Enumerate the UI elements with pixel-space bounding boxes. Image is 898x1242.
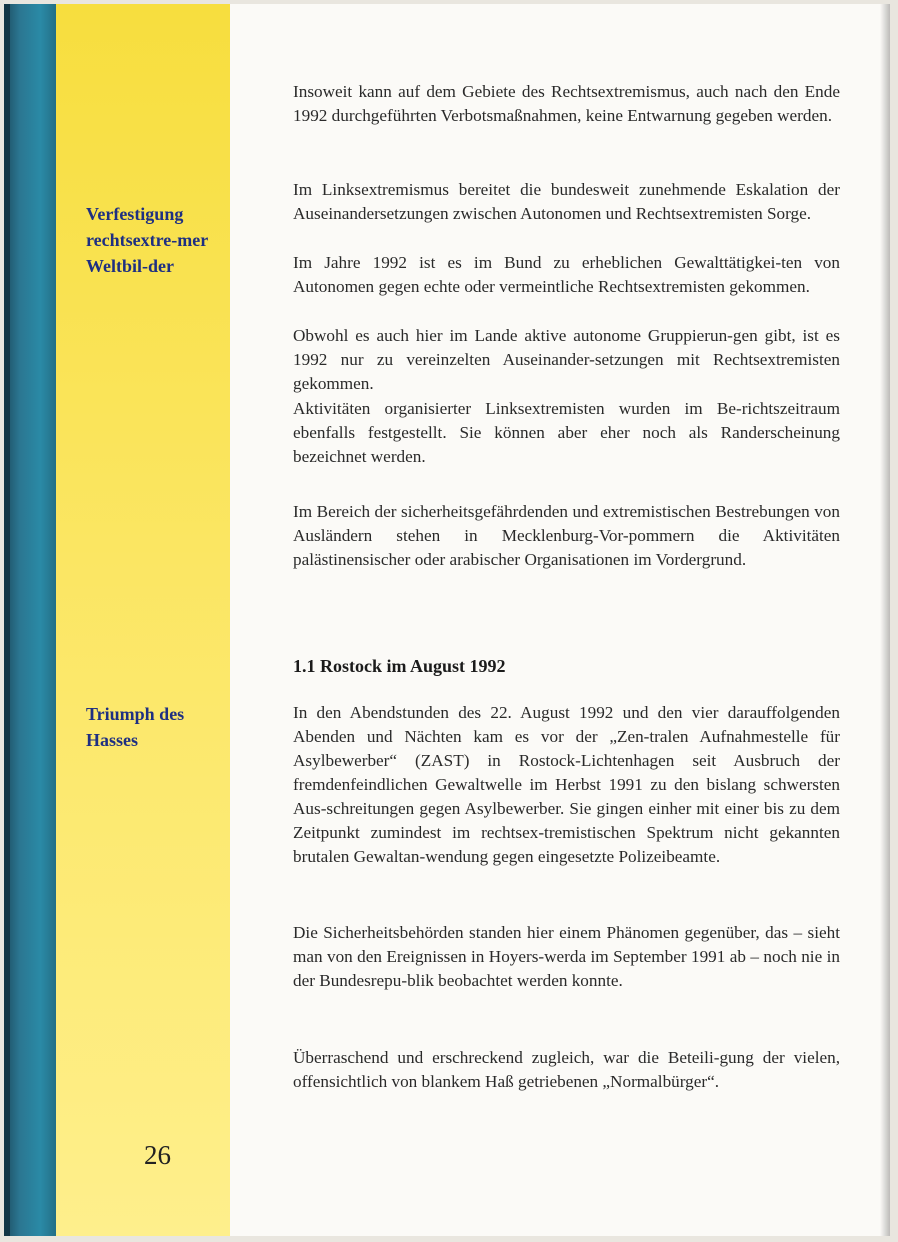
margin-note-verfestigung: Verfestigung rechtsextre-mer Weltbil-der (86, 204, 208, 276)
sidebar-margin (56, 4, 230, 1236)
paragraph-8: Die Sicherheitsbehörden standen hier einem Phänomen gegenüber, das – sieht man von den Ereignissen in Hoyers-werda im September 1991 ab – noch nie in der Bundesrepu-blik beobachtet werden konnte. (293, 923, 840, 990)
spine-edge (4, 4, 10, 1236)
paragraph-5: Aktivitäten organisierter Linksextremisten wurden im Be-richtszeitraum ebenfalls festgestellt. Sie können aber eher noch als Randerscheinung bezeichnet werden. (293, 399, 840, 466)
paragraph-1: Insoweit kann auf dem Gebiete des Rechtsextremismus, auch nach den Ende 1992 durchgeführten Verbotsmaßnahmen, keine Entwarnung gegeben werden. (293, 82, 840, 125)
paragraph-3: Im Jahre 1992 ist es im Bund zu erheblichen Gewalttätigkei-ten von Autonomen gegen echte oder vermeintliche Rechtsextremisten gekommen. (293, 253, 840, 296)
margin-note-triumph: Triumph des Hasses (86, 704, 185, 750)
book-spine (4, 4, 56, 1236)
paragraph-7: In den Abendstunden des 22. August 1992 und den vier darauffolgenden Abenden und Nächten kam es vor der „Zen-tralen Aufnahmestelle für Asylbewerber“ (ZAST) in Rostock-Lichtenhagen seit Ausbruch der fremdenfeindlichen Gewaltwelle im Herbst 1991 zu den bislang schwersten Aus-schreitungen gegen Asylbewerber. Sie gingen einher mit einer bis zu dem Zeitpunkt zumindest im rechtsex-tremistischen Spektrum nicht gekannten brutalen Gewaltan-wendung gegen eingesetzte Polizeibeamte. (293, 703, 840, 866)
page-number: 26 (144, 1140, 171, 1170)
page-edge-shadow (880, 4, 890, 1236)
document-page (4, 4, 890, 1236)
section-heading: 1.1 Rostock im August 1992 (293, 656, 506, 676)
paragraph-6: Im Bereich der sicherheitsgefährdenden und extremistischen Bestrebungen von Ausländern stehen in Mecklenburg-Vor-pommern die Aktivitäten palästinensischer oder arabischer Organisationen im Vordergrund. (293, 502, 840, 569)
paragraph-4: Obwohl es auch hier im Lande aktive autonome Gruppierun-gen gibt, ist es 1992 nur zu vereinzelten Auseinander-setzungen mit Rechtsextremisten gekommen. (293, 326, 840, 393)
paragraph-9: Überraschend und erschreckend zugleich, war die Beteili-gung der vielen, offensichtlich von blankem Haß getriebenen „Normalbürger“. (293, 1048, 840, 1091)
paragraph-2: Im Linksextremismus bereitet die bundesweit zunehmende Eskalation der Auseinandersetzungen zwischen Autonomen und Rechtsextremisten Sorge. (293, 180, 840, 223)
